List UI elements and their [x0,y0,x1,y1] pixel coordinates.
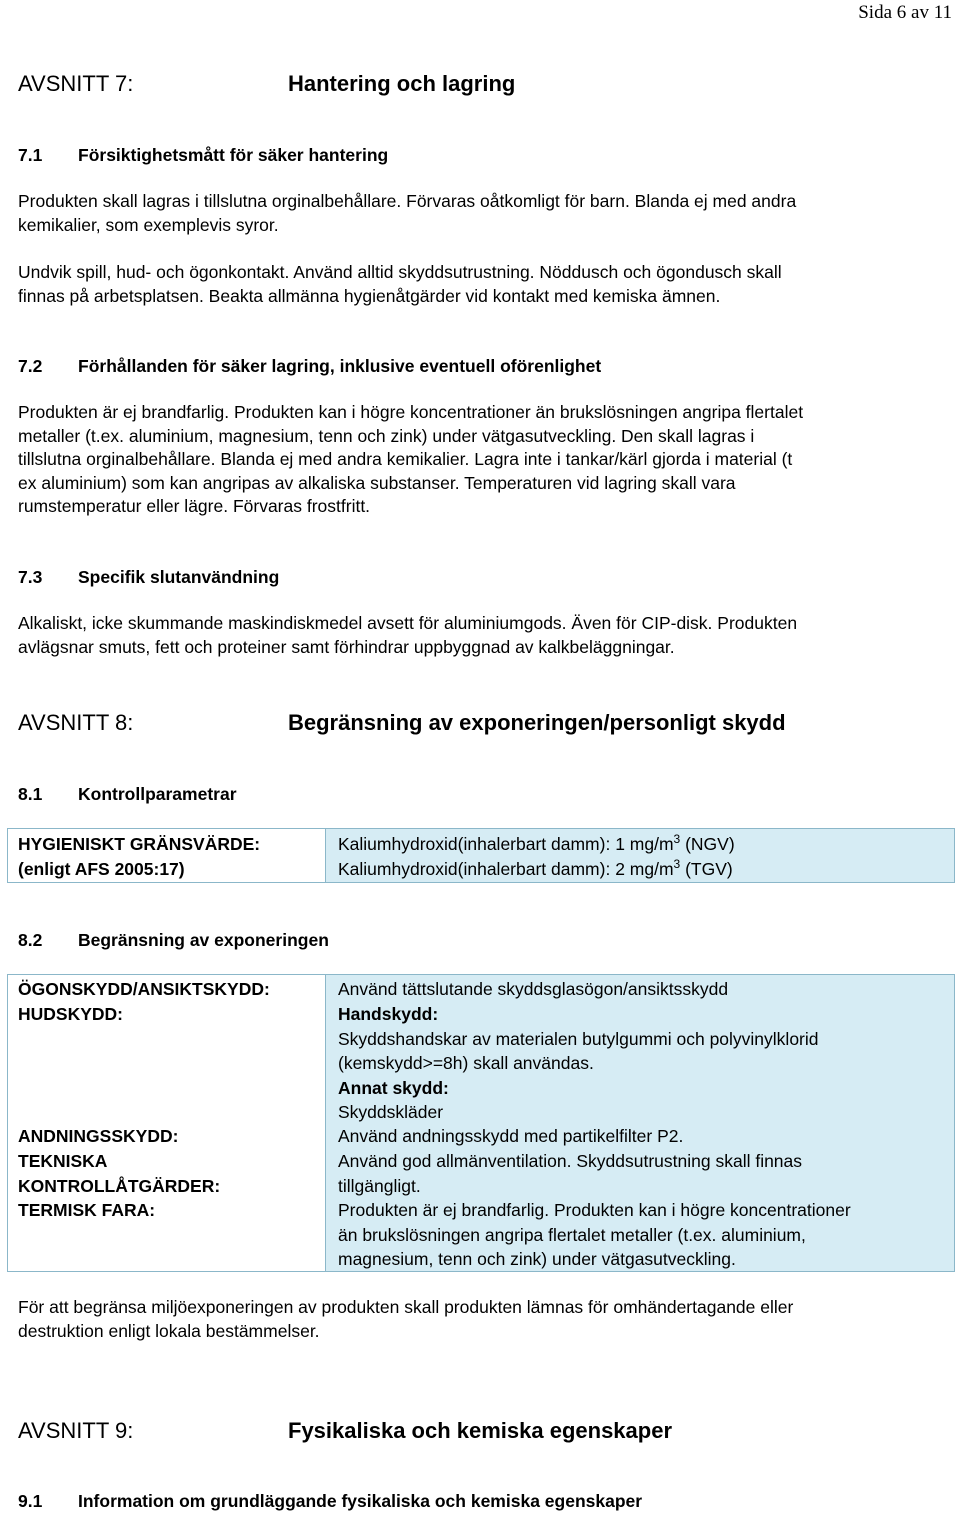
hand-protection-text: (kemskydd>=8h) skall användas. [338,1053,594,1073]
skin-protection-value [338,1002,819,1125]
subsection-7-2-title: Förhållanden för säker lagring, inklusive eventuell oförenlighet [78,356,602,376]
paragraph-7-3 [18,612,953,659]
subsection-9-1-title: Information om grundläggande fysikaliska och kemiska egenskaper [78,1491,643,1511]
subsection-8-1-heading [18,783,237,805]
subsection-8-2-number: 8.2 [18,930,43,950]
subsection-9-1-number: 9.1 [18,1491,43,1511]
subsection-8-2-heading [18,929,329,951]
exposure-limit-label-line: (enligt AFS 2005:17) [18,858,185,879]
subsection-8-1-title: Kontrollparametrar [78,784,237,804]
text-line: Undvik spill, hud- och ögonkontakt. Använd alltid skyddsutrustning. Nöddusch och ögondusch skall [18,262,782,282]
exposure-limit-box [7,828,955,883]
value-line: Produkten är ej brandfarlig. Produkten kan i högre koncentrationer [338,1200,851,1220]
paragraph-7-2 [18,401,953,519]
other-protection-text: Skyddskläder [338,1102,444,1122]
subsection-7-2-number: 7.2 [18,356,43,376]
subsection-7-3-heading [18,566,279,588]
hand-protection-heading: Handskydd: [338,1004,439,1024]
subsection-8-2-title: Begränsning av exponeringen [78,930,329,950]
page-number: Sida 6 av 11 [858,2,952,23]
subsection-9-1-heading [18,1490,642,1512]
subsection-7-1-heading [18,144,388,166]
exposure-limit-values [325,829,954,882]
protection-table [7,974,955,1272]
text-line: finnas på arbetsplatsen. Beakta allmänna hygienåtgärder vid kontakt med kemiska ämnen. [18,285,721,306]
value-line: än brukslösningen angripa flertalet metaller (t.ex. aluminium, [338,1224,806,1245]
value-superscript: 3 [673,856,681,871]
section-8-number: AVSNITT 8: [18,710,134,735]
text-line: metaller (t.ex. aluminium, magnesium, tenn och zink) under vätgasutveckling. Den skall lagras i [18,425,755,446]
value-superscript: 3 [673,832,681,846]
thermal-hazard-label: TERMISK FARA: [18,1200,156,1220]
value-text: Kaliumhydroxid(inhalerbart damm): 2 mg/m [338,858,674,879]
exposure-limit-tgv [338,857,735,882]
subsection-7-3-title: Specifik slutanvändning [78,567,280,587]
subsection-7-1-title: Försiktighetsmått för säker hantering [78,145,389,165]
respiratory-protection-value: Använd andningsskydd med partikelfilter P2. [338,1126,684,1146]
environmental-exposure-paragraph [18,1296,953,1343]
label-line: KONTROLLÅTGÄRDER: [18,1175,221,1196]
value-text: (NGV) [680,834,735,854]
text-line: kemikalier, som exemplevis syror. [18,214,279,235]
paragraph-7-1-handling [18,261,953,308]
hand-protection-text: Skyddshandskar av materialen butylgummi och polyvinylklorid [338,1028,819,1049]
subsection-7-2-heading [18,355,601,377]
value-line: magnesium, tenn och zink) under vätgasutveckling. [338,1249,736,1269]
text-line: Produkten är ej brandfarlig. Produkten kan i högre koncentrationer än brukslösningen angripa flertalet [18,402,804,422]
section-7-title: Hantering och lagring [288,71,516,96]
section-9-number: AVSNITT 9: [18,1418,134,1443]
text-line: Produkten skall lagras i tillslutna orginalbehållare. Förvaras oåtkomligt för barn. Blanda ej med andra [18,191,797,211]
thermal-hazard-value [338,1198,851,1272]
subsection-8-1-number: 8.1 [18,784,43,804]
section-7-number: AVSNITT 7: [18,71,134,96]
technical-controls-label [18,1149,220,1198]
text-line: destruktion enligt lokala bestämmelser. [18,1320,320,1341]
technical-controls-value [338,1149,802,1198]
paragraph-7-1-storage [18,190,953,237]
text-line: avlägsnar smuts, fett och proteiner samt förhindrar uppbyggnad av kalkbeläggningar. [18,636,675,657]
eye-protection-value: Använd tättslutande skyddsglasögon/ansiktsskydd [338,979,729,999]
value-text: (TGV) [680,858,733,879]
value-line: tillgängligt. [338,1175,421,1196]
section-9-title: Fysikaliska och kemiska egenskaper [288,1418,673,1443]
exposure-limit-label [18,832,260,881]
text-line: rumstemperatur eller lägre. Förvaras frostfritt. [18,496,371,516]
skin-protection-label: HUDSKYDD: [18,1004,123,1024]
section-8-title: Begränsning av exponeringen/personligt skydd [288,710,786,735]
other-protection-heading: Annat skydd: [338,1077,449,1098]
exposure-limit-ngv [338,832,735,857]
text-line: tillslutna orginalbehållare. Blanda ej med andra kemikalier. Lagra inte i tankar/kärl gjorda i material (t [18,449,793,469]
text-line: Alkaliskt, icke skummande maskindiskmedel avsett för aluminiumgods. Även för CIP-disk. Produkten [18,613,798,633]
label-line: TEKNISKA [18,1151,108,1171]
eye-protection-label: ÖGONSKYDD/ANSIKTSKYDD: [18,979,270,999]
value-line: Använd god allmänventilation. Skyddsutrustning skall finnas [338,1151,803,1171]
subsection-7-1-number: 7.1 [18,145,43,165]
text-line: ex aluminium) som kan angripas av alkaliska substanser. Temperaturen vid lagring skall vara [18,472,736,493]
exposure-limit-label-line: HYGIENISKT GRÄNSVÄRDE: [18,834,261,854]
respiratory-protection-label: ANDNINGSSKYDD: [18,1126,179,1146]
text-line: För att begränsa miljöexponeringen av produkten skall produkten lämnas för omhändertagande eller [18,1297,794,1317]
subsection-7-3-number: 7.3 [18,567,43,587]
value-text: Kaliumhydroxid(inhalerbart damm): 1 mg/m [338,834,674,854]
